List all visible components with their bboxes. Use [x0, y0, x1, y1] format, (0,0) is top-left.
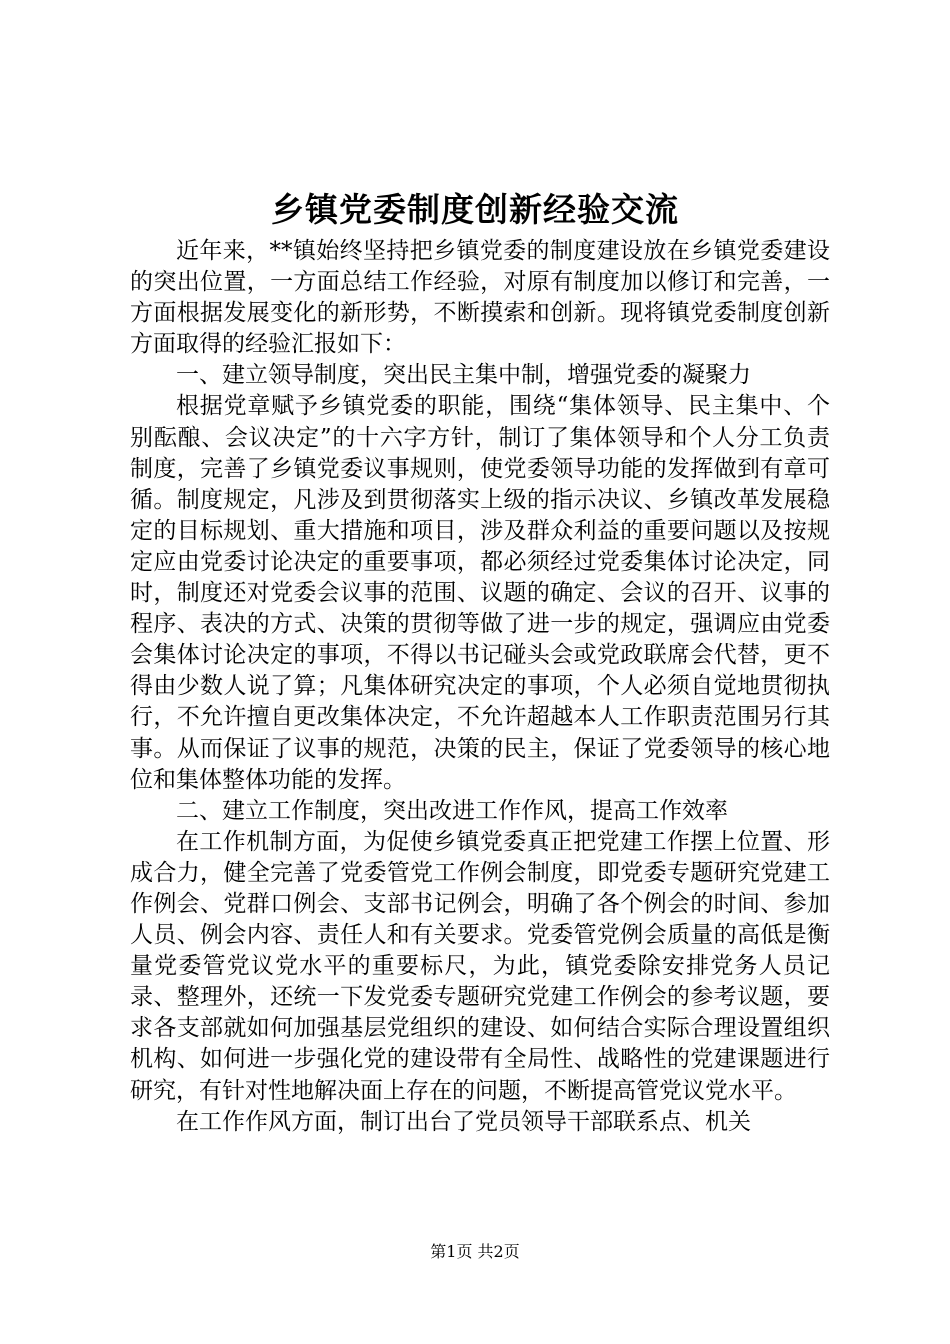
section-heading-2: 二、建立工作制度，突出改进工作作风，提高工作效率 [176, 797, 728, 824]
paragraph-leadership-system: 根据党章赋予乡镇党委的职能，围绕“集体领导、民主集中、个别酝酿、会议决定”的十六字方针，制订了集体领导和个人分工负责制度，完善了乡镇党委议事规则，使党委领导功能的发挥做到有章可循。制度规定，凡涉及到贯彻落实上级的指示决议、乡镇改革发展稳定的目标规划、重大措施和项目，涉及群众利益的重要问题以及按规定应由党委讨论决定的重要事项，都必须经过党委集体讨论决定，同时，制度还对党委会议事的范围、议题的确定、会议的召开、议事的程序、表决的方式、决策的贯彻等做了进一步的规定，强调应由党委会集体讨论决定的事项，不得以书记碰头会或党政联席会代替，更不得由少数人说了算；凡集体研究决定的事项，个人必须自觉地贯彻执行，不允许擅自更改集体决定，不允许超越本人工作职责范围另行其事。从而保证了议事的规范，决策的民主，保证了党委领导的核心地位和集体整体功能的发挥。 [130, 393, 830, 793]
paragraph-work-style: 在工作作风方面，制订出台了党员领导干部联系点、机关 [176, 1108, 751, 1135]
section-heading-1: 一、建立领导制度，突出民主集中制，增强党委的凝聚力 [176, 362, 751, 389]
document-body [130, 236, 830, 1138]
paragraph-intro: 近年来，**镇始终坚持把乡镇党委的制度建设放在乡镇党委建设的突出位置，一方面总结工作经验，对原有制度加以修订和完善，一方面根据发展变化的新形势，不断摸索和创新。现将镇党委制度创新方面取得的经验汇报如下： [130, 238, 830, 358]
page-number-footer: 第1页 共2页 [430, 1242, 520, 1261]
document-title: 乡镇党委制度创新经验交流 [271, 190, 679, 229]
paragraph-work-mechanism: 在工作机制方面，为促使乡镇党委真正把党建工作摆上位置、形成合力，健全完善了党委管党工作例会制度，即党委专题研究党建工作例会、党群口例会、支部书记例会，明确了各个例会的时间、参加人员、例会内容、责任人和有关要求。党委管党例会质量的高低是衡量党委管党议党水平的重要标尺，为此，镇党委除安排党务人员记录、整理外，还统一下发党委专题研究党建工作例会的参考议题，要求各支部就如何加强基层党组织的建设、如何结合实际合理设置组织机构、如何进一步强化党的建设带有全局性、战略性的党建课题进行研究，有针对性地解决面上存在的问题，不断提高管党议党水平。 [130, 828, 830, 1104]
